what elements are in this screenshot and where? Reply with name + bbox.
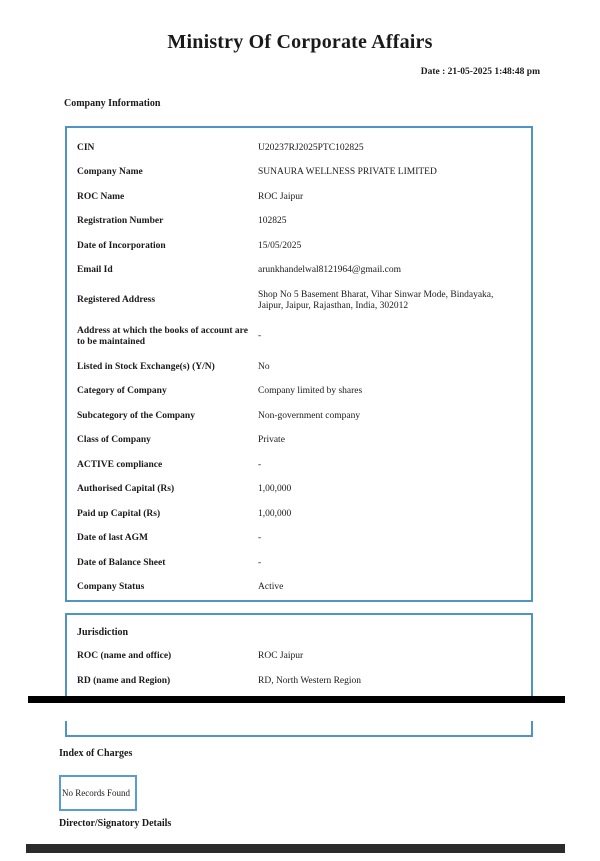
table-row-date-of-balance-sheet [67,551,531,576]
table-row-company-name [67,161,531,186]
jurisdiction-box [65,613,533,697]
table-row-registered-address [67,283,531,319]
row-value: U20237RJ2025PTC102825 [258,142,364,153]
row-value: 102825 [258,216,287,226]
row-label: Date of last AGM [77,533,148,543]
table-row-paid-up-capital [67,502,531,527]
no-records-found-text: No Records Found [62,788,130,798]
row-value: Company limited by shares [258,386,363,396]
jurisdiction-heading: Jurisdiction [77,626,129,638]
row-label: Email Id [77,265,113,275]
table-row-rd-name-region [67,669,531,694]
row-value: - [258,331,262,342]
row-label: Category of Company [77,386,167,396]
row-value: RD, North Western Region [258,675,362,686]
bottom-page-edge-bar [26,844,565,853]
row-label: ACTIVE compliance [77,459,163,470]
table-row-active-compliance [67,453,531,478]
row-value: Active [258,582,284,592]
company-information-heading: Company Information [64,98,161,109]
row-value: Private [258,435,285,445]
row-value: Non-government company [258,410,361,421]
row-value: - [258,533,262,543]
page-title: Ministry Of Corporate Affairs [167,31,433,53]
row-label: Registration Number [77,216,164,226]
row-value: ROC Jaipur [258,651,304,661]
row-value: - [258,557,262,568]
table-row-roc-name [67,185,531,210]
table-row-class-of-company [67,429,531,454]
row-label: Company Status [77,582,145,592]
row-label: Listed in Stock Exchange(s) (Y/N) [77,361,215,372]
table-row-books-of-account-address [67,319,531,355]
director-signatory-details-heading: Director/Signatory Details [59,818,172,829]
row-value: 1,00,000 [258,484,292,494]
table-row-roc-name-office [67,645,531,670]
row-label: Address at which the books of account are to be maintained [77,325,248,347]
row-label: Date of Balance Sheet [77,557,166,568]
row-value: - [258,459,262,470]
table-row-listed-in-stock-exchange [67,355,531,380]
table-row-cin [67,136,531,161]
generated-date: Date : 21-05-2025 1:48:48 pm [420,67,540,77]
table-row-registration-number [67,210,531,235]
no-records-found-box [59,775,137,811]
row-label: Registered Address [77,295,156,306]
row-label: RD (name and Region) [77,675,171,686]
row-value: Shop No 5 Basement Bharat, Vihar Sinwar Mode, Bindayaka, Jaipur, Jaipur, Rajasthan, India, 302012 [258,289,494,311]
index-of-charges-heading: Index of Charges [59,748,133,759]
table-row-category-of-company [67,380,531,405]
row-value: arunkhandelwal8121964@gmail.com [258,265,402,275]
row-label: Company Name [77,167,143,177]
table-row-date-of-incorporation [67,234,531,259]
table-row-authorised-capital [67,478,531,503]
row-label: Class of Company [77,435,151,445]
table-row-date-of-last-agm [67,527,531,552]
row-label: Paid up Capital (Rs) [77,508,161,519]
page-break-bar [28,696,565,703]
row-label: ROC Name [77,191,125,202]
table-row-company-status [67,576,531,601]
row-label: Authorised Capital (Rs) [77,484,175,494]
table-row-email-id [67,259,531,284]
row-label: Date of Incorporation [77,240,166,251]
jurisdiction-box-bottom-edge [65,721,533,737]
row-label: CIN [77,142,95,153]
row-label: ROC (name and office) [77,651,172,661]
row-label: Subcategory of the Company [77,410,195,421]
table-row-subcategory-of-company [67,404,531,429]
row-value: 15/05/2025 [258,240,302,251]
company-information-table [65,126,533,602]
row-value: ROC Jaipur [258,191,304,202]
row-value: No [258,361,270,372]
row-value: SUNAURA WELLNESS PRIVATE LIMITED [258,167,437,177]
row-value: 1,00,000 [258,508,292,519]
